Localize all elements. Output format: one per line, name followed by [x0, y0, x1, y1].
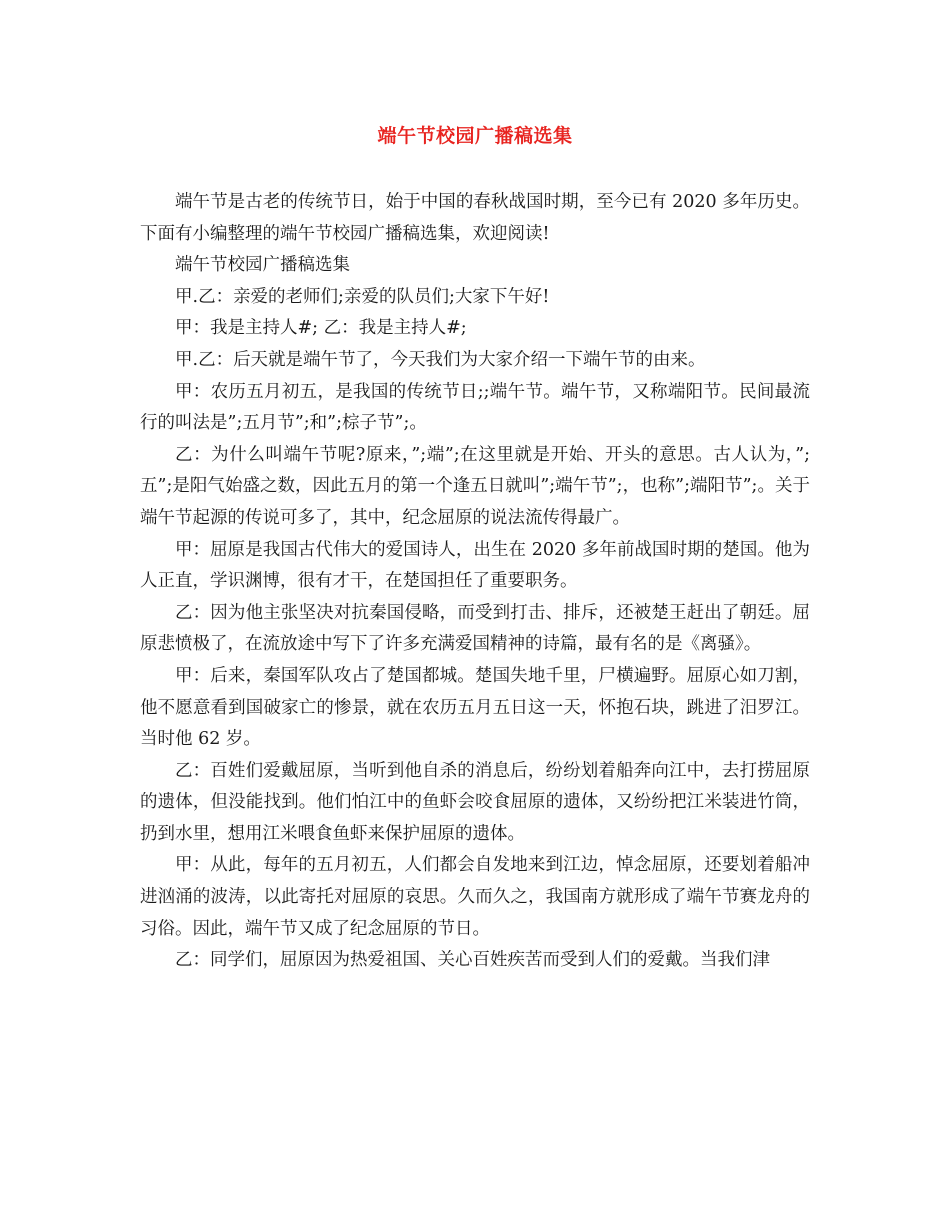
paragraph: 甲：农历五月初五，是我国的传统节日;;端午节。端午节，又称端阳节。民间最流行的叫法是”;五月节”;和”;棕子节”;。	[140, 381, 810, 434]
paragraph: 甲.乙：后天就是端午节了，今天我们为大家介绍一下端午节的由来。	[175, 349, 706, 370]
paragraph: 乙：百姓们爱戴屈原，当听到他自杀的消息后，纷纷划着船奔向江中，去打捞屈原的遗体，但没能找到。他们怕江中的鱼虾会咬食屈原的遗体，又纷纷把江米装进竹筒，扔到水里，想用江米喂食鱼虾来保护屈原的遗体。	[140, 760, 810, 844]
document-title: 端午节校园广播稿选集	[377, 125, 573, 147]
paragraph: 甲：屈原是我国古代伟大的爱国诗人，出生在 2020 多年前战国时期的楚国。他为人正直，学识渊博，很有才干，在楚国担任了重要职务。	[140, 539, 810, 592]
paragraph: 乙：为什么叫端午节呢?原来，”;端”;在这里就是开始、开头的意思。古人认为，”;五”;是阳气始盛之数，因此五月的第一个逢五日就叫”;端午节”;，也称”;端阳节”;。关于端午节起源的传说可多了，其中，纪念屈原的说法流传得最广。	[140, 444, 810, 528]
paragraph-subtitle: 端午节校园广播稿选集	[175, 255, 350, 276]
paragraph-intro: 端午节是古老的传统节日，始于中国的春秋战国时期，至今已有 2020 多年历史。下面有小编整理的端午节校园广播稿选集，欢迎阅读!	[140, 192, 810, 244]
paragraph: 甲.乙：亲爱的老师们;亲爱的队员们;大家下午好!	[175, 286, 550, 307]
document-body	[140, 187, 810, 977]
paragraph: 甲：我是主持人#; 乙：我是主持人#;	[175, 318, 467, 339]
paragraph: 甲：后来，秦国军队攻占了楚国都城。楚国失地千里，尸横遍野。屈原心如刀割，他不愿意看到国破家亡的惨景，就在农历五月五日这一天，怀抱石块，跳进了汨罗江。当时他 62 岁。	[140, 665, 810, 750]
paragraph: 乙：因为他主张坚决对抗秦国侵略，而受到打击、排斥，还被楚王赶出了朝廷。屈原悲愤极了，在流放途中写下了许多充满爱国精神的诗篇，最有名的是《离骚》。	[140, 602, 810, 655]
paragraph: 乙：同学们，屈原因为热爱祖国、关心百姓疾苦而受到人们的爱戴。当我们津	[175, 950, 770, 971]
paragraph: 甲：从此，每年的五月初五，人们都会自发地来到江边，悼念屈原，还要划着船冲进汹涌的波涛，以此寄托对屈原的哀思。久而久之，我国南方就形成了端午节赛龙舟的习俗。因此，端午节又成了纪念屈原的节日。	[140, 855, 810, 939]
